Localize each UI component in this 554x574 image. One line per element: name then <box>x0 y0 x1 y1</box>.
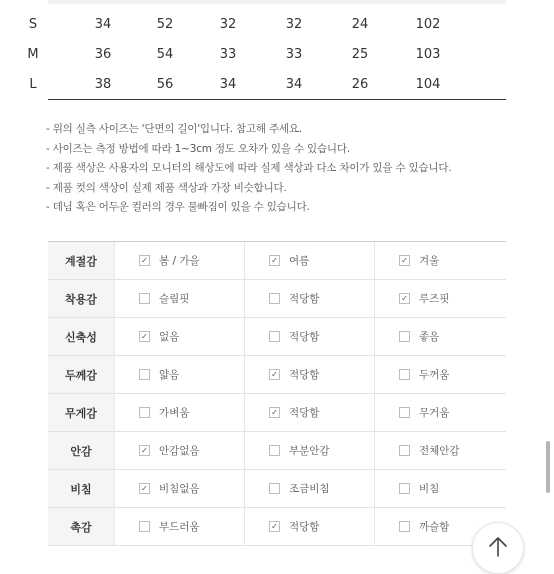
fit-row <box>48 318 506 356</box>
fit-option-label: 적당함 <box>289 407 320 419</box>
fit-option-label: 얇음 <box>159 369 180 381</box>
fit-option <box>244 394 375 431</box>
size-value: 54 <box>156 46 174 62</box>
checkbox <box>139 369 150 380</box>
checkbox <box>269 369 280 380</box>
checkbox <box>399 293 410 304</box>
size-value: 25 <box>351 46 369 62</box>
fit-option <box>244 432 375 469</box>
checkbox <box>399 255 410 266</box>
fit-option <box>374 280 507 317</box>
fit-option <box>244 470 375 507</box>
size-row <box>0 9 458 39</box>
fit-option <box>114 356 245 393</box>
fit-option-label: 적당함 <box>289 331 320 343</box>
fit-option <box>244 280 375 317</box>
fit-option <box>114 508 245 545</box>
fit-option-label: 봄 / 가을 <box>159 255 200 267</box>
checkbox <box>399 521 410 532</box>
size-value: 34 <box>94 16 112 32</box>
check-icon: ✓ <box>271 370 278 379</box>
fit-option <box>114 470 245 507</box>
fit-row <box>48 280 506 318</box>
fit-option <box>374 242 507 279</box>
fit-row-label: 무게감 <box>48 394 114 431</box>
size-label: M <box>27 46 39 62</box>
fit-option <box>374 470 507 507</box>
fit-row <box>48 242 506 280</box>
checkbox <box>399 331 410 342</box>
size-value: 33 <box>285 46 303 62</box>
checkbox <box>269 483 280 494</box>
size-value: 34 <box>285 76 303 92</box>
fit-row <box>48 356 506 394</box>
fit-row-label: 촉감 <box>48 508 114 545</box>
fit-option <box>374 432 507 469</box>
checkbox <box>399 407 410 418</box>
check-icon: ✓ <box>141 256 148 265</box>
fit-row <box>48 508 506 546</box>
fit-row-label: 비침 <box>48 470 114 507</box>
size-value: 26 <box>351 76 369 92</box>
checkbox <box>269 445 280 456</box>
fit-option-label: 무거움 <box>419 407 450 419</box>
fit-option-label: 적당함 <box>289 521 320 533</box>
checkbox <box>139 293 150 304</box>
scrollbar-thumb[interactable] <box>546 441 550 493</box>
checkbox <box>139 331 150 342</box>
fit-option <box>114 280 245 317</box>
check-icon: ✓ <box>141 484 148 493</box>
checkbox <box>139 407 150 418</box>
fit-option-label: 없음 <box>159 331 180 343</box>
size-value: 36 <box>94 46 112 62</box>
fit-option-label: 까슬함 <box>419 521 450 533</box>
fit-option-label: 적당함 <box>289 293 320 305</box>
note-item: - 제품 컷의 색상이 실제 제품 색상과 가장 비슷합니다. <box>46 181 287 194</box>
note-item: - 위의 실측 사이즈는 '단면의 길이'입니다. 참고해 주세요. <box>46 123 302 135</box>
fit-option-label: 안감없음 <box>159 445 200 457</box>
fit-option <box>114 318 245 355</box>
fit-row <box>48 470 506 508</box>
fit-option-label: 겨울 <box>419 255 440 267</box>
size-value: 33 <box>219 46 237 62</box>
checkbox <box>399 445 410 456</box>
size-value: 104 <box>415 76 441 92</box>
fit-option-label: 가벼움 <box>159 407 190 419</box>
checkbox <box>269 293 280 304</box>
fit-option-label: 두꺼움 <box>419 369 450 381</box>
fit-row-label: 안감 <box>48 432 114 469</box>
size-value: 102 <box>415 16 441 32</box>
fit-option <box>114 242 245 279</box>
checkbox <box>269 407 280 418</box>
fit-option-label: 조금비침 <box>289 483 330 495</box>
check-icon: ✓ <box>271 522 278 531</box>
fit-option <box>244 508 375 545</box>
notes-list <box>46 120 526 218</box>
scroll-to-top-button[interactable] <box>472 522 524 574</box>
fit-row <box>48 432 506 470</box>
check-icon: ✓ <box>141 332 148 341</box>
fit-row-label: 신축성 <box>48 318 114 355</box>
check-icon: ✓ <box>401 256 408 265</box>
checkbox <box>269 521 280 532</box>
fit-row-label: 두께감 <box>48 356 114 393</box>
note-item: - 데님 혹은 어두운 컬러의 경우 물빠짐이 있을 수 있습니다. <box>46 201 310 213</box>
fit-option-label: 여름 <box>289 255 310 267</box>
size-value: 24 <box>351 16 369 32</box>
checkbox <box>139 521 150 532</box>
fit-option <box>244 318 375 355</box>
checkbox <box>139 255 150 266</box>
fit-row-label: 착용감 <box>48 280 114 317</box>
checkbox <box>399 483 410 494</box>
fit-row <box>48 394 506 432</box>
size-label: S <box>28 16 38 32</box>
fit-option <box>244 356 375 393</box>
fit-option-label: 전체안감 <box>419 445 460 457</box>
size-value: 34 <box>219 76 237 92</box>
note-item: - 제품 색상은 사용자의 모니터의 해상도에 따라 실제 색상과 다소 차이가 있을 수 있습니다. <box>46 162 452 174</box>
fit-option-label: 루즈핏 <box>419 293 450 305</box>
size-table-divider <box>48 99 506 100</box>
size-value: 56 <box>156 76 174 92</box>
checkbox <box>269 255 280 266</box>
check-icon: ✓ <box>141 446 148 455</box>
checkbox <box>139 445 150 456</box>
fit-table <box>48 241 506 556</box>
check-icon: ✓ <box>271 408 278 417</box>
size-row <box>0 39 458 69</box>
check-icon: ✓ <box>271 256 278 265</box>
size-value: 103 <box>415 46 441 62</box>
fit-option-label: 부드러움 <box>159 521 200 533</box>
fit-option-label: 비침 <box>419 483 440 495</box>
checkbox <box>139 483 150 494</box>
fit-option-label: 적당함 <box>289 369 320 381</box>
size-label: L <box>29 76 37 92</box>
fit-option <box>114 432 245 469</box>
fit-option <box>244 242 375 279</box>
fit-option <box>374 356 507 393</box>
fit-option <box>374 318 507 355</box>
fit-option-label: 좋음 <box>419 331 440 343</box>
note-item: - 사이즈는 측정 방법에 따라 1~3cm 정도 오차가 있을 수 있습니다. <box>46 142 350 155</box>
checkbox <box>269 331 280 342</box>
fit-option-label: 슬림핏 <box>159 293 190 305</box>
fit-option-label: 부분안감 <box>289 445 330 457</box>
fit-option <box>114 394 245 431</box>
size-value: 32 <box>285 16 303 32</box>
fit-row-label: 계절감 <box>48 242 114 279</box>
size-table-top-border <box>48 0 506 4</box>
fit-option-label: 비침없음 <box>159 483 200 495</box>
size-value: 52 <box>156 16 174 32</box>
check-icon: ✓ <box>401 294 408 303</box>
size-value: 38 <box>94 76 112 92</box>
fit-option <box>374 394 507 431</box>
checkbox <box>399 369 410 380</box>
size-row <box>0 69 458 99</box>
size-value: 32 <box>219 16 237 32</box>
